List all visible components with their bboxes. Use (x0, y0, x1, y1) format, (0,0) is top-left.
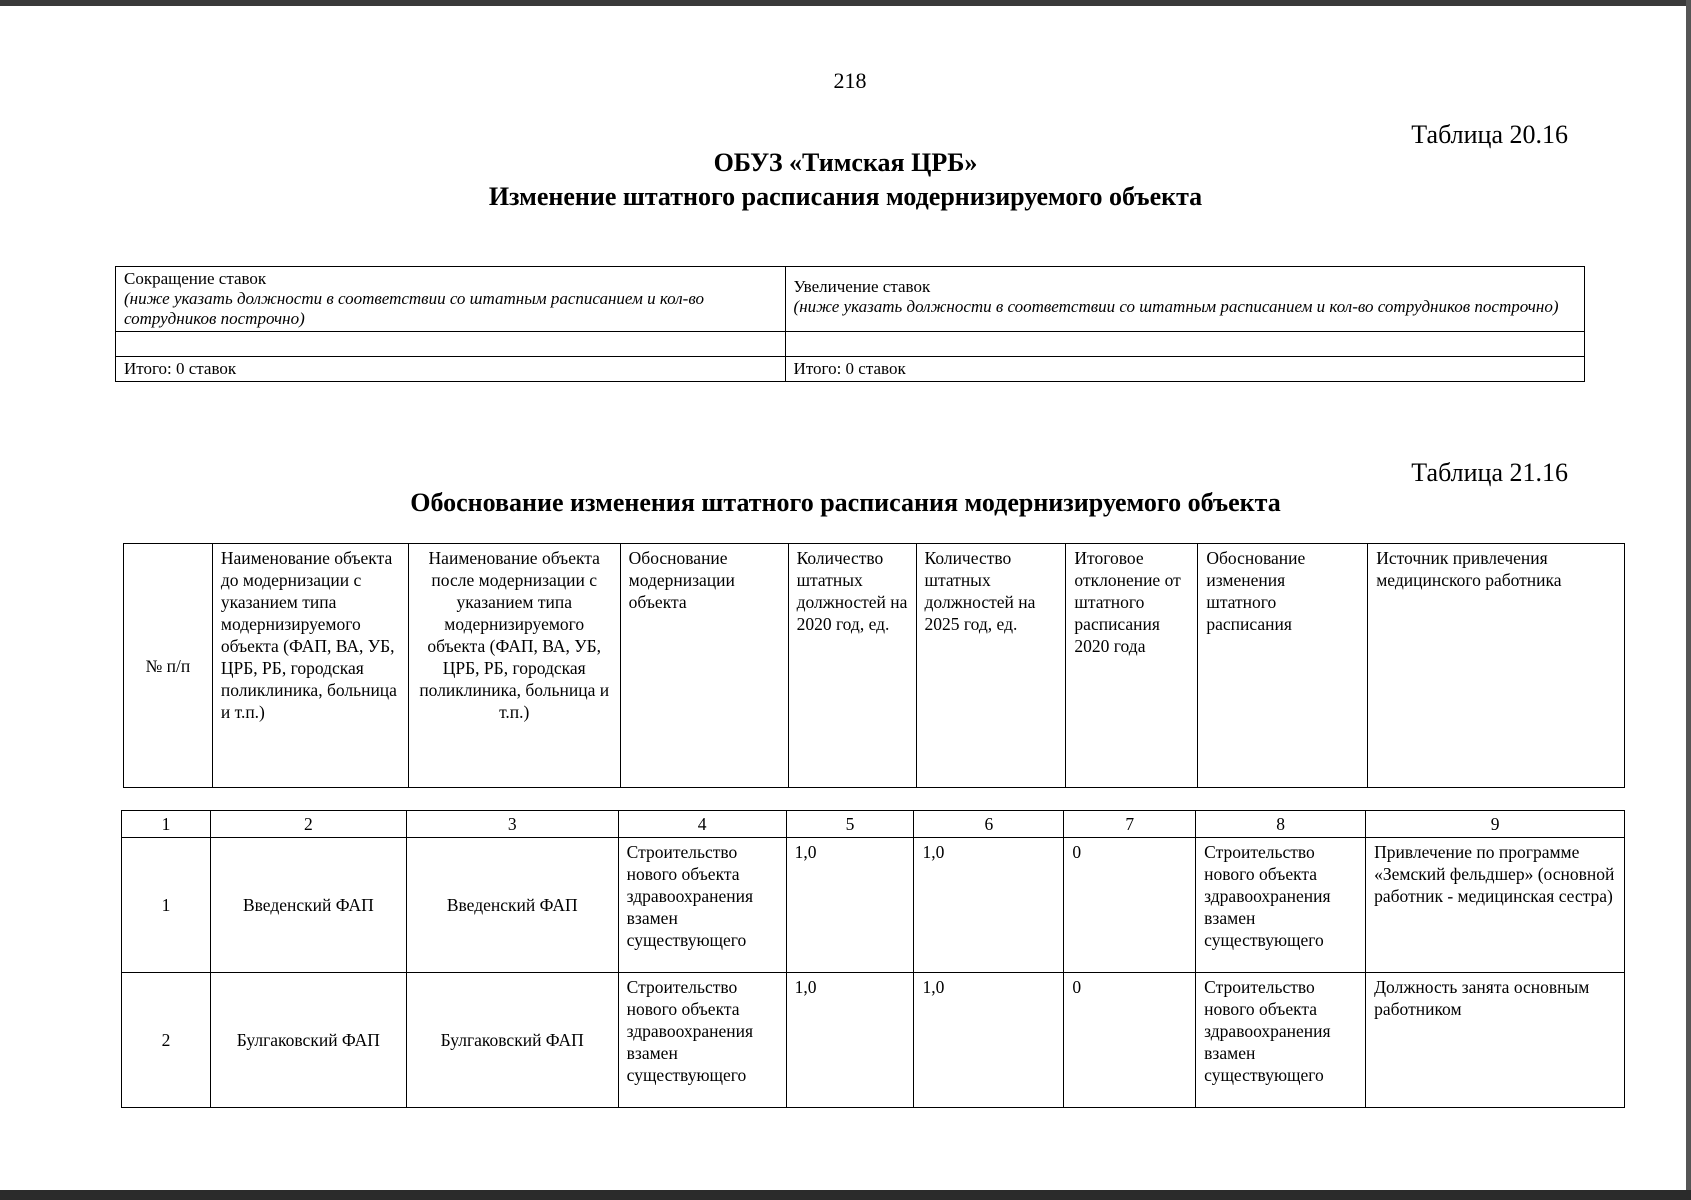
column-number: 5 (786, 811, 914, 838)
worker-source: Должность занята основным работником (1366, 973, 1625, 1108)
organization-title: ОБУЗ «Тимская ЦРБ» (713, 148, 978, 177)
header-number: № п/п (124, 544, 213, 788)
deviation: 0 (1064, 973, 1196, 1108)
positions-2020: 1,0 (786, 838, 914, 973)
empty-cell (116, 332, 786, 357)
header-positions-2020: Количество штатных должностей на 2020 год, ед. (788, 544, 916, 788)
reduction-note: (ниже указать должности в соответствии со штатным расписанием и кол-во сотрудников построчно) (124, 289, 704, 328)
object-after: Введенский ФАП (406, 838, 618, 973)
reduction-header: Сокращение ставок (124, 269, 267, 288)
header-modernization-reason: Обоснование модернизации объекта (620, 544, 788, 788)
column-number: 7 (1064, 811, 1196, 838)
empty-cell (785, 332, 1584, 357)
increase-total: Итого: 0 ставок (785, 357, 1584, 382)
column-number: 4 (618, 811, 786, 838)
row-number: 2 (122, 973, 211, 1108)
row-number: 1 (122, 838, 211, 973)
scan-edge-right (1686, 0, 1691, 1200)
justification-table-header (123, 543, 1625, 788)
positions-2025: 1,0 (914, 838, 1064, 973)
object-after: Булгаковский ФАП (406, 973, 618, 1108)
increase-header: Увеличение ставок (793, 277, 931, 296)
table-row (122, 838, 1625, 973)
page-number: 218 (833, 68, 867, 93)
scan-edge-bottom (0, 1190, 1691, 1200)
increase-header-cell (785, 267, 1584, 332)
positions-2025: 1,0 (914, 973, 1064, 1108)
object-before: Введенский ФАП (210, 838, 406, 973)
staff-change-reason: Строительство нового объекта здравоохранения взамен существующего (1196, 838, 1366, 973)
worker-source: Привлечение по программе «Земский фельдшер» (основной работник - медицинская сестра) (1366, 838, 1625, 973)
column-number: 1 (122, 811, 211, 838)
header-deviation: Итоговое отклонение от штатного расписания 2020 года (1066, 544, 1198, 788)
column-number-row (122, 811, 1625, 838)
column-number: 6 (914, 811, 1064, 838)
header-object-after: Наименование объекта после модернизации с указанием типа модернизируемого объекта (ФАП, ВА, УБ, ЦРБ, РБ, городская поликлиника, больница и т.п.) (408, 544, 620, 788)
column-number: 9 (1366, 811, 1625, 838)
header-row (124, 544, 1625, 788)
increase-note: (ниже указать должности в соответствии со штатным расписанием и кол-во сотрудников построчно) (793, 297, 1559, 316)
scan-edge-top (0, 0, 1691, 6)
header-staff-change-reason: Обоснование изменения штатного расписания (1198, 544, 1368, 788)
column-number: 2 (210, 811, 406, 838)
modernization-reason: Строительство нового объекта здравоохранения взамен существующего (618, 838, 786, 973)
header-worker-source: Источник привлечения медицинского работника (1368, 544, 1625, 788)
total-row (116, 357, 1585, 382)
positions-2020: 1,0 (786, 973, 914, 1108)
deviation: 0 (1064, 838, 1196, 973)
staff-change-reason: Строительство нового объекта здравоохранения взамен существующего (1196, 973, 1366, 1108)
table-21-label: Таблица 21.16 (1411, 458, 1568, 487)
staff-change-table (115, 266, 1585, 382)
justification-table-body (121, 810, 1625, 1108)
table-20-label: Таблица 20.16 (1411, 120, 1568, 149)
header-object-before: Наименование объекта до модернизации с указанием типа модернизируемого объекта (ФАП, ВА, УБ, ЦРБ, РБ, городская поликлиника, больница и т.п.) (212, 544, 408, 788)
empty-row (116, 332, 1585, 357)
table-header-row (116, 267, 1585, 332)
table-20-title: Изменение штатного расписания модернизируемого объекта (488, 182, 1203, 211)
table-row (122, 973, 1625, 1108)
column-number: 3 (406, 811, 618, 838)
reduction-header-cell (116, 267, 786, 332)
modernization-reason: Строительство нового объекта здравоохранения взамен существующего (618, 973, 786, 1108)
header-positions-2025: Количество штатных должностей на 2025 год, ед. (916, 544, 1066, 788)
column-number: 8 (1196, 811, 1366, 838)
table-21-title: Обоснование изменения штатного расписания модернизируемого объекта (410, 488, 1281, 517)
reduction-total: Итого: 0 ставок (116, 357, 786, 382)
object-before: Булгаковский ФАП (210, 973, 406, 1108)
